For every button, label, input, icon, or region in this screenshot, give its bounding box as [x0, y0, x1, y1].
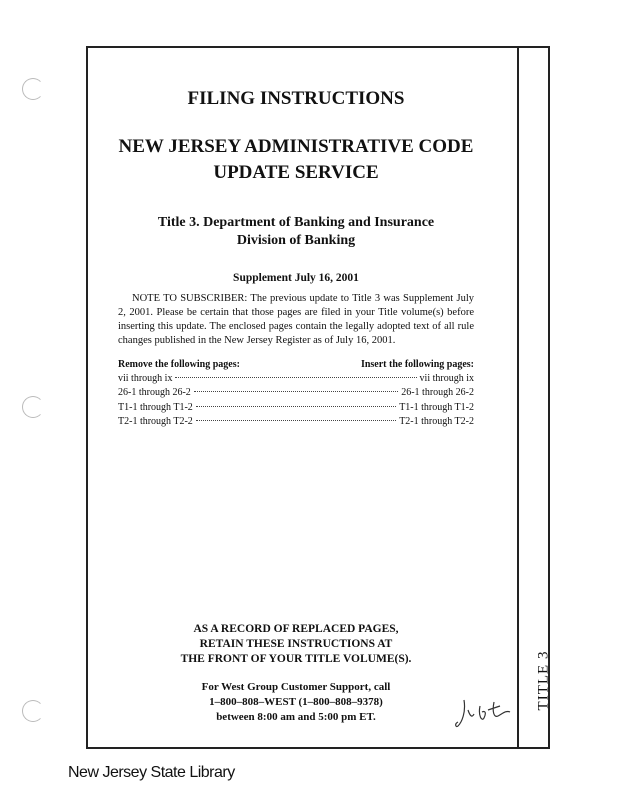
remove-pages-header: Remove the following pages: [118, 358, 240, 370]
instructions-content [118, 88, 474, 430]
code-heading-line2: UPDATE SERVICE [213, 162, 379, 183]
insert-pages-cell: T1-1 through T1-2 [399, 401, 474, 413]
insert-pages-cell: T2-1 through T2-2 [399, 416, 474, 427]
page-title: FILING INSTRUCTIONS [187, 88, 405, 109]
table-row [118, 386, 474, 401]
record-line1: AS A RECORD OF REPLACED PAGES, [193, 623, 399, 635]
title-tab-label: TITLE 3 [535, 650, 552, 710]
insert-pages-header: Insert the following pages: [360, 358, 474, 370]
title-tab [522, 620, 566, 740]
remove-pages-cell: 26-1 through 26-2 [118, 387, 191, 398]
tab-divider [517, 46, 519, 749]
pages-table [118, 359, 474, 430]
support-phone: 1–800–808–WEST (1–800–808–9378) [209, 696, 383, 708]
subscriber-note: NOTE TO SUBSCRIBER: The previous update to Title 3 was Supplement July 2, 2001. Please be certain that those pages are filed in your Title volume(s) before inserting this update. The enclosed pages contain the legally adopted text of all rule changes published in the New Jersey Register as of July 16, 2001. [118, 293, 474, 346]
dot-leader [196, 420, 396, 421]
punch-hole-top [22, 78, 44, 100]
title-heading-line1: Title 3. Department of Banking and Insurance [157, 215, 435, 230]
supplement-date: Supplement July 16, 2001 [233, 272, 359, 284]
title-heading [118, 214, 474, 250]
handwritten-initials [452, 692, 516, 740]
table-row [118, 372, 474, 387]
remove-pages-cell: T1-1 through T1-2 [118, 401, 193, 413]
library-stamp: New Jersey State Library [68, 764, 235, 781]
support-line1: For West Group Customer Support, call [201, 681, 391, 693]
table-row [118, 401, 474, 416]
dot-leader [175, 377, 416, 378]
code-heading-line1: NEW JERSEY ADMINISTRATIVE CODE [118, 136, 474, 157]
code-heading [118, 134, 474, 186]
record-line3: THE FRONT OF YOUR TITLE VOLUME(S). [180, 653, 412, 665]
customer-support [118, 680, 474, 725]
punch-hole-bottom [22, 700, 44, 722]
pages-table-header [118, 359, 474, 370]
title-heading-line2: Division of Banking [236, 233, 356, 248]
punch-hole-middle [22, 396, 44, 418]
remove-pages-cell: T2-1 through T2-2 [118, 416, 193, 427]
dot-leader [194, 391, 398, 392]
dot-leader [196, 406, 396, 407]
record-instructions [118, 622, 474, 667]
insert-pages-cell: vii through ix [419, 372, 474, 384]
remove-pages-cell: vii through ix [118, 372, 173, 384]
record-line2: RETAIN THESE INSTRUCTIONS AT [199, 638, 393, 650]
insert-pages-cell: 26-1 through 26-2 [401, 387, 474, 398]
table-row [118, 415, 474, 430]
support-hours: between 8:00 am and 5:00 pm ET. [216, 711, 376, 723]
